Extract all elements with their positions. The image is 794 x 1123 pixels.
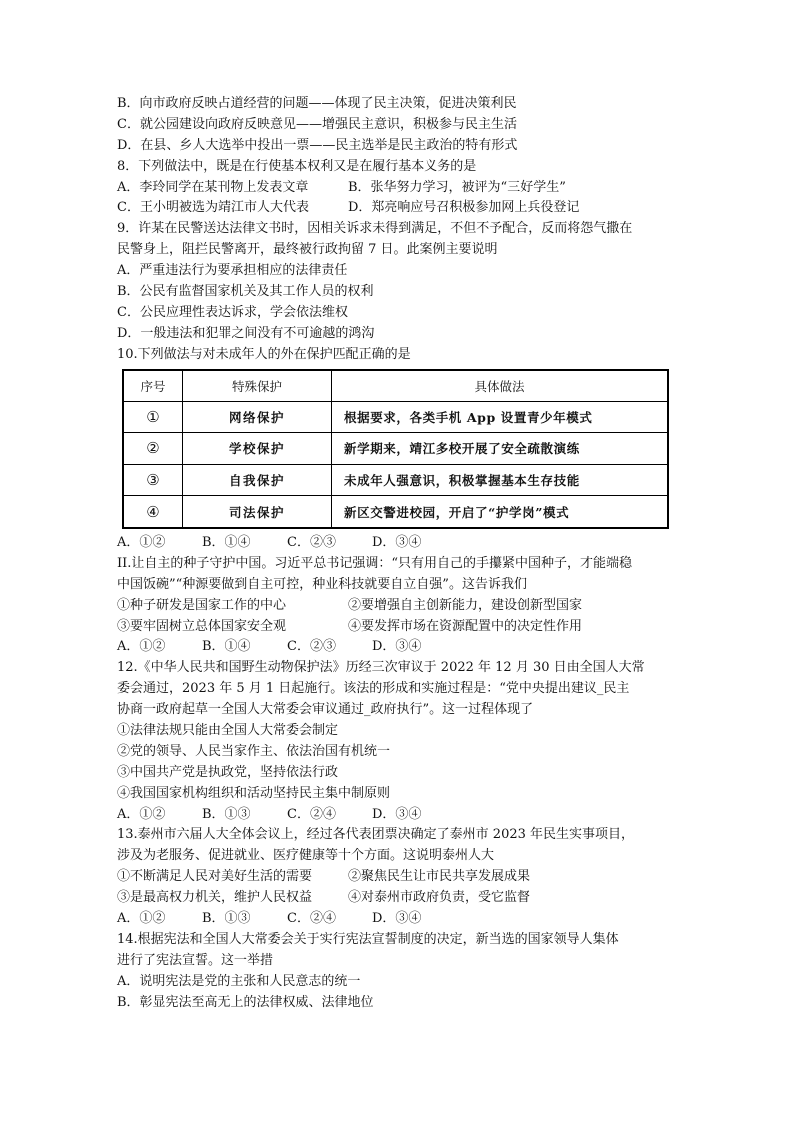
row-protection: 司法保护 [183, 496, 332, 528]
q11-stem-line1: II.让自主的种子守护中国。习近平总书记强调：“只有用自己的手攥紧中国种子，才能端稳 [117, 555, 633, 571]
q12-item-1: ①法律法规只能由全国人大常委会制定 [117, 722, 339, 738]
q12-choice-c: C．②④ [287, 806, 336, 822]
q10-table [122, 369, 669, 529]
q11-item-3: ③要牢固树立总体国家安全观 [117, 618, 287, 634]
q13-choice-b: B．①③ [202, 910, 251, 926]
q8-option-c: C．王小明被选为靖江市人大代表 [117, 200, 309, 216]
q8-option-a: A．李玲同学在某刊物上发表文章 [117, 179, 309, 195]
q8-stem: 8．下列做法中，既是在行使基本权利又是在履行基本义务的是 [117, 158, 477, 174]
q8-options-row2 [117, 198, 677, 219]
q11-choice-c: C．②③ [287, 639, 336, 655]
q14-option-b: B．彰显宪法至高无上的法律权威、法律地位 [117, 994, 374, 1010]
q7-option-c: C．就公园建设向政府反映意见——增强民主意识，积极参与民主生活 [117, 116, 517, 132]
row-number: ① [123, 401, 183, 433]
q10-choice-d: D．③④ [372, 534, 422, 550]
q8-option-b: B．张华努力学习，被评为“三好学生” [348, 179, 566, 195]
table-row [123, 433, 668, 465]
q8-option-d: D．郑亮响应号召积极参加网上兵役登记 [348, 200, 580, 216]
q13-stem-line2: 涉及为老服务、促进就业、医疗健康等十个方面。这说明泰州人大 [117, 848, 495, 864]
q9-option-d: D．一般违法和犯罪之间没有不可逾越的鸿沟 [117, 325, 375, 341]
q13-choices [117, 909, 677, 930]
q8-options-row1 [117, 178, 677, 199]
row-practice: 根据要求，各类手机 App 设置青少年模式 [332, 401, 669, 433]
row-number: ④ [123, 496, 183, 528]
q13-items-row2 [117, 888, 677, 909]
q11-items-row1 [117, 596, 677, 617]
q10-choices [117, 533, 677, 554]
q12-stem-line3: 协商一政府起草一全国人大常委会审议通过_政府执行”。这一过程体现了 [117, 702, 534, 718]
q10-choice-b: B．①④ [202, 534, 251, 550]
q11-item-4: ④要发挥市场在资源配置中的决定性作用 [348, 618, 583, 634]
q9-option-c: C．公民应理性表达诉求，学会依法维权 [117, 304, 348, 320]
q12-choice-b: B．①③ [202, 806, 251, 822]
q13-item-2: ②聚焦民生让市民共享发展成果 [348, 869, 531, 885]
q11-item-2: ②要增强自主创新能力，建设创新型国家 [348, 597, 583, 613]
q11-choice-a: A．①② [117, 639, 166, 655]
q13-choice-a: A．①② [117, 910, 166, 926]
row-practice: 未成年人强意识，积极掌握基本生存技能 [332, 464, 669, 496]
table-row [123, 401, 668, 433]
q14-stem-line1: 14.根据宪法和全国人大常委会关于实行宪法宣誓制度的决定，新当选的国家领导人集体 [117, 931, 619, 947]
q13-item-4: ④对泰州市政府负责，受它监督 [348, 890, 531, 906]
q13-choice-d: D．③④ [372, 910, 422, 926]
row-practice: 新区交警进校园，开启了“护学岗”模式 [332, 496, 669, 528]
q12-item-4: ④我国国家机构组织和活动坚持民主集中制原则 [117, 785, 391, 801]
q14-option-a: A．说明宪法是党的主张和人民意志的统一 [117, 973, 361, 989]
table-row [123, 464, 668, 496]
row-protection: 自我保护 [183, 464, 332, 496]
q10-stem: 10.下列做法与对未成年人的外在保护匹配正确的是 [117, 346, 411, 362]
q13-item-3: ③是最高权力机关，维护人民权益 [117, 890, 313, 906]
q12-item-3: ③中国共产党是执政党，坚持依法行政 [117, 764, 339, 780]
q14-stem-line2: 进行了宪法宣誓。这一举措 [117, 952, 274, 968]
table-row [123, 496, 668, 528]
row-number: ③ [123, 464, 183, 496]
q10-choice-a: A．①② [117, 534, 166, 550]
q10-table-wrapper [122, 369, 669, 529]
q12-choices [117, 805, 677, 826]
row-number: ② [123, 433, 183, 465]
q13-stem-line1: 13.泰州市六届人大全体会议上，经过各代表团票决确定了泰州市 2023 年民生实事项目， [117, 827, 635, 843]
q11-choices [117, 637, 677, 658]
q7-option-b: B．向市政府反映占道经营的问题——体现了民主决策，促进决策利民 [117, 96, 517, 111]
q13-item-1: ①不断满足人民对美好生活的需要 [117, 869, 313, 885]
q12-item-2: ②党的领导、人民当家作主、依法治国有机统一 [117, 743, 391, 759]
q11-item-1: ①种子研发是国家工作的中心 [117, 597, 287, 613]
q9-option-b: B．公民有监督国家机关及其工作人员的权利 [117, 284, 374, 300]
header-practice: 具体做法 [332, 370, 669, 402]
q13-choice-c: C．②④ [287, 910, 336, 926]
q9-stem-line2: 民警身上，阻拦民警离开，最终被行政拘留 7 日。此案例主要说明 [117, 242, 498, 258]
q11-choice-b: B．①④ [202, 639, 251, 655]
q12-stem-line1: 12.《中华人民共和国野生动物保护法》历经三次审议于 2022 年 12 月 30 日由全国人大常 [117, 660, 645, 676]
q11-choice-d: D．③④ [372, 639, 422, 655]
q9-stem-line1: 9．许某在民警送达法律文书时，因相关诉求未得到满足，不但不予配合，反而将怨气撒在 [117, 221, 633, 237]
q11-items-row2 [117, 617, 677, 638]
header-protection: 特殊保护 [183, 370, 332, 402]
q13-items-row1 [117, 867, 677, 888]
q9-option-a: A．严重违法行为要承担相应的法律责任 [117, 263, 348, 279]
row-protection: 网络保护 [183, 401, 332, 433]
row-practice: 新学期来，靖江多校开展了安全疏散演练 [332, 433, 669, 465]
row-protection: 学校保护 [183, 433, 332, 465]
q12-choice-d: D．③④ [372, 806, 422, 822]
q11-stem-line2: 中国饭碗”“种源要做到自主可控，种业科技就要自立自强”。这告诉我们 [117, 576, 527, 592]
table-header-row [123, 370, 668, 402]
q12-choice-a: A．①② [117, 806, 166, 822]
exam-page [117, 94, 677, 1013]
q10-choice-c: C．②③ [287, 534, 336, 550]
q7-option-d: D．在县、乡人大选举中投出一票——民主选举是民主政治的特有形式 [117, 137, 518, 153]
q12-stem-line2: 委会通过，2023 年 5 月 1 日起施行。该法的形成和实施过程是：“党中央提出建议_民主 [117, 681, 630, 697]
header-number: 序号 [123, 370, 183, 402]
